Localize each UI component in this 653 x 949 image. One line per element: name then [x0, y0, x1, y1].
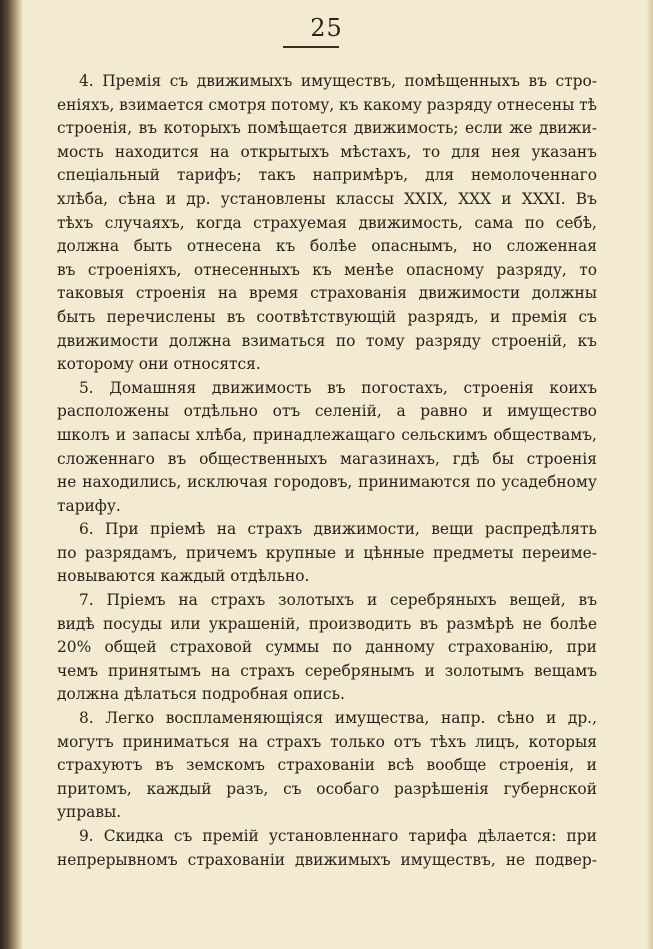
text-line: 6. При пріемѣ на страхъ движимости, вещи распредѣлять: [79, 520, 597, 539]
text-line: должна быть отнесена къ болѣе опаснымъ, но сложенная: [57, 237, 597, 256]
text-line: мость находится на открытыхъ мѣстахъ, то для нея указанъ: [57, 142, 597, 161]
text-line: 5. Домашняя движимость въ погостахъ, строенія коихъ: [79, 378, 597, 397]
text-line: 20% общей страховой суммы по данному страхованію, при: [57, 638, 597, 657]
text-line: 8. Легко воспламеняющіяся имущества, напр. сѣно и др.,: [79, 709, 597, 728]
body-text: [57, 70, 597, 872]
text-line: новываются каждый отдѣльно.: [57, 567, 310, 586]
text-line: 4. Премія съ движимыхъ имуществъ, помѣщенныхъ въ стро-: [79, 72, 597, 90]
text-line: сложеннаго въ общественныхъ магазинахъ, гдѣ бы строенія: [57, 449, 597, 468]
text-line: строенія, въ которыхъ помѣщается движимость; если же движи-: [57, 119, 597, 138]
text-line: быть перечислены въ соотвѣтствующій разрядъ, и премія съ: [57, 307, 597, 326]
text-line: управы.: [57, 803, 122, 822]
text-line: по разрядамъ, причемъ крупные и цѣнные предметы переиме-: [57, 543, 597, 562]
text-line: 9. Скидка съ премій установленнаго тарифа дѣлается: при: [79, 827, 597, 845]
text-line: должна дѣлаться подробная опись.: [57, 685, 345, 704]
text-line: расположены отдѣльно отъ селеній, а равно и имущество: [57, 402, 597, 421]
text-line: страхуютъ въ земскомъ страхованіи всѣ вообще строенія, и: [57, 756, 597, 775]
text-line: не находились, исключая городовъ, принимаются по усадебному: [57, 473, 597, 492]
text-line: могутъ приниматься на страхъ только отъ тѣхъ лицъ, которыя: [57, 732, 597, 751]
text-line: хлѣба, сѣна и др. установлены классы XXIX, XXX и XXXI. Въ: [57, 189, 597, 208]
text-line: еніяхъ, взимается смотря потому, къ какому разряду отнесены тѣ: [57, 95, 597, 114]
text-line: движимости должна взиматься по тому разряду строеній, къ: [57, 331, 597, 350]
text-line: притомъ, каждый разъ, съ особаго разрѣшенія губернской: [57, 779, 597, 798]
book-spine: [0, 0, 22, 949]
page-number: 25: [310, 14, 343, 42]
text-line: школъ и запасы хлѣба, принадлежащаго сельскимъ обществамъ,: [57, 425, 597, 444]
text-line: которому они относятся.: [57, 355, 261, 374]
text-line: въ строеніяхъ, отнесенныхъ къ менѣе опасному разряду, то: [57, 260, 597, 279]
text-line: непрерывномъ страхованіи движимыхъ имуществъ, не подвер-: [57, 850, 597, 869]
page-number-rule: [283, 46, 339, 48]
text-line: 7. Пріемъ на страхъ золотыхъ и серебряныхъ вещей, въ: [79, 591, 597, 610]
text-line: видѣ посуды или украшеній, производить въ размѣрѣ не болѣе: [57, 614, 597, 633]
text-line: чемъ принятымъ на страхъ серебрянымъ и золотымъ вещамъ: [57, 661, 597, 680]
text-line: таковыя строенія на время страхованія движимости должны: [57, 284, 597, 303]
page-edge: [647, 0, 653, 949]
text-line: тѣхъ случаяхъ, когда страхуемая движимость, сама по себѣ,: [57, 213, 597, 232]
text-line: тарифу.: [57, 496, 121, 515]
text-line: спеціальный тарифъ; такъ напримѣръ, для немолоченнаго: [57, 166, 597, 185]
